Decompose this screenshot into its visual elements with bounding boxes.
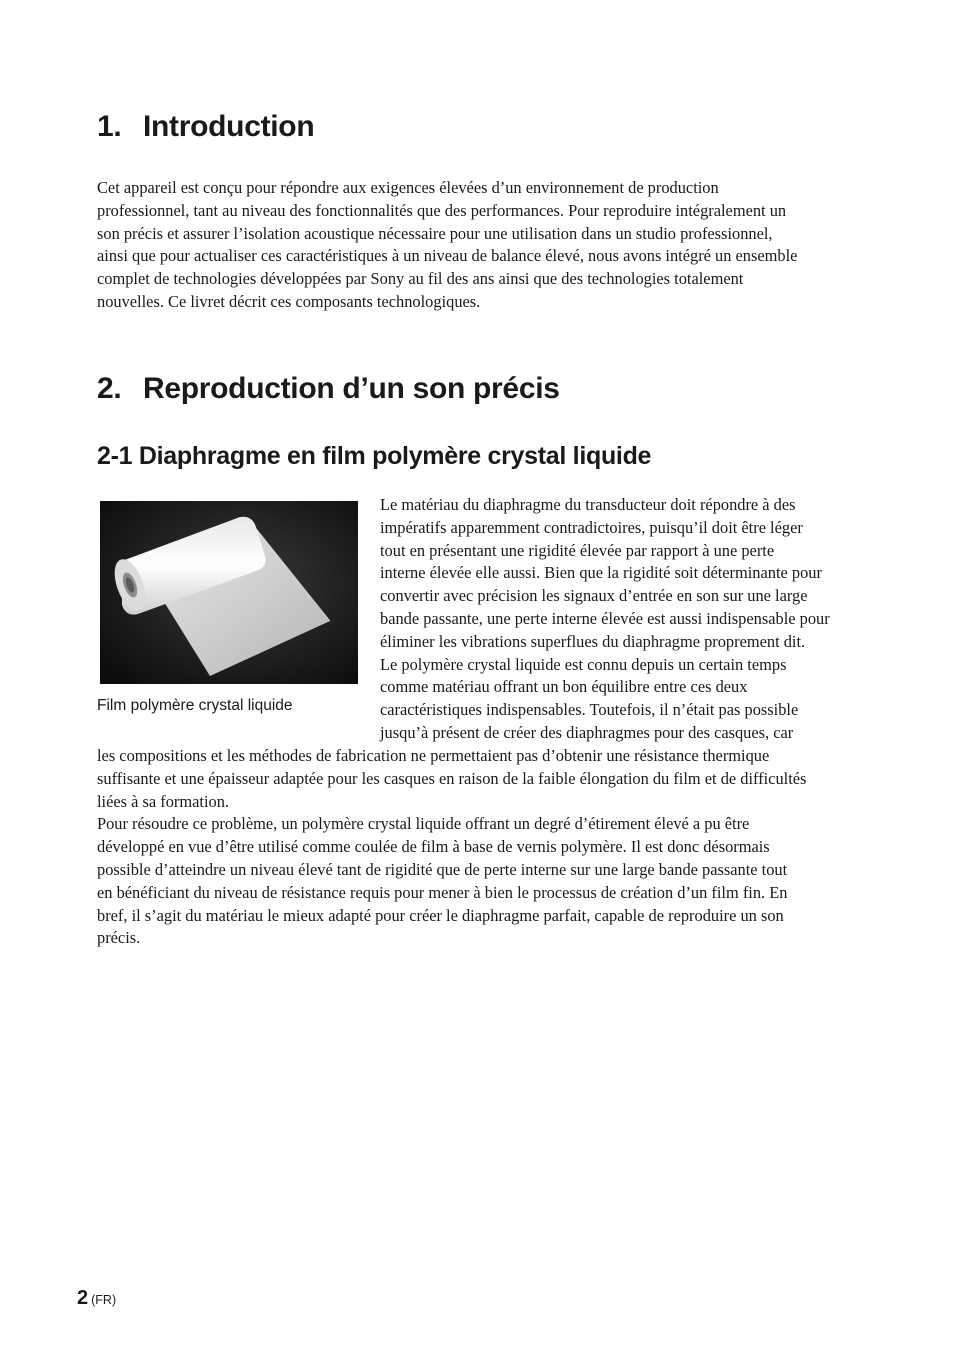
side-text-line: caractéristiques indispensables. Toutefois, il n’était pas possible xyxy=(380,700,799,720)
section-2-title: Reproduction d’un son précis xyxy=(143,372,560,405)
subsection-side-text xyxy=(380,494,830,745)
full-text-line: précis. xyxy=(97,928,141,948)
side-text-line: Le matériau du diaphragme du transducteur doit répondre à des xyxy=(380,495,796,514)
side-text-line: impératifs apparemment contradictoires, puisqu’il doit être léger xyxy=(380,517,803,537)
page-number: 2 xyxy=(77,1287,89,1309)
photo-caption: Film polymère crystal liquide xyxy=(97,697,293,714)
side-text-line: interne élevée elle aussi. Bien que la rigidité soit déterminante pour xyxy=(380,563,822,583)
film-roll-photo xyxy=(100,501,358,684)
side-text-line: convertir avec précision les signaux d’entrée en son sur une large xyxy=(380,586,808,606)
side-text-line: jusqu’à présent de créer des diaphragmes pour des casques, car xyxy=(380,722,794,742)
full-text-line: développé en vue d’être utilisé comme coulée de film à base de vernis polymère. Il est donc désormais xyxy=(97,837,770,857)
full-text-line: Pour résoudre ce problème, un polymère crystal liquide offrant un degré d’étirement élevé a pu être xyxy=(97,814,750,834)
full-text-line: les compositions et les méthodes de fabrication ne permettaient pas d’obtenir une résistance thermique xyxy=(97,746,770,765)
section-1-title: Introduction xyxy=(143,110,315,143)
page-footer xyxy=(77,1287,116,1310)
intro-line: complet de technologies développées par Sony au fil des ans ainsi que des technologies totalement xyxy=(97,269,744,289)
side-text-line: tout en présentant une rigidité élevée par rapport à une perte xyxy=(380,540,775,560)
intro-line: ainsi que pour actualiser ces caractéristiques à un niveau de balance élevé, nous avons intégré un ensemble xyxy=(97,246,798,266)
intro-line: Cet appareil est conçu pour répondre aux exigences élevées d’un environnement de production xyxy=(97,178,719,197)
intro-paragraph xyxy=(97,177,797,314)
section-2-heading xyxy=(97,372,560,406)
section-2-number: 2. xyxy=(97,372,122,405)
section-1-number: 1. xyxy=(97,110,122,143)
side-text-line: éliminer les vibrations superflues du diaphragme proprement dit. xyxy=(380,631,806,651)
section-1-heading xyxy=(97,110,314,144)
side-text-line: bande passante, une perte interne élevée est aussi indispensable pour xyxy=(380,608,830,628)
full-text-line: liées à sa formation. xyxy=(97,791,229,811)
intro-line: nouvelles. Ce livret décrit ces composants technologiques. xyxy=(97,291,481,311)
intro-line: professionnel, tant au niveau des fonctionnalités que des performances. Pour reproduire intégralement un xyxy=(97,200,787,220)
full-text-line: suffisante et une épaisseur adaptée pour les casques en raison de la faible élongation du film et de difficultés xyxy=(97,768,807,788)
language-code: (FR) xyxy=(91,1293,117,1307)
subsection-full-text xyxy=(97,745,806,950)
side-text-line: Le polymère crystal liquide est connu depuis un certain temps xyxy=(380,654,787,674)
film-roll-illustration xyxy=(100,501,358,684)
full-text-line: en bénéficiant du niveau de résistance requis pour mener à bien le processus de création d’un film fin. En xyxy=(97,882,788,902)
full-text-line: bref, il s’agit du matériau le mieux adapté pour créer le diaphragme parfait, capable de reproduire un son xyxy=(97,905,784,925)
subsection-2-1-heading: 2-1 Diaphragme en film polymère crystal liquide xyxy=(97,442,652,470)
side-text-line: comme matériau offrant un bon équilibre entre ces deux xyxy=(380,677,748,697)
full-text-line: possible d’atteindre un niveau élevé tant de rigidité que de perte interne sur une large bande passante tout xyxy=(97,859,788,879)
intro-line: son précis et assurer l’isolation acoustique nécessaire pour une utilisation dans un studio professionnel, xyxy=(97,223,773,243)
